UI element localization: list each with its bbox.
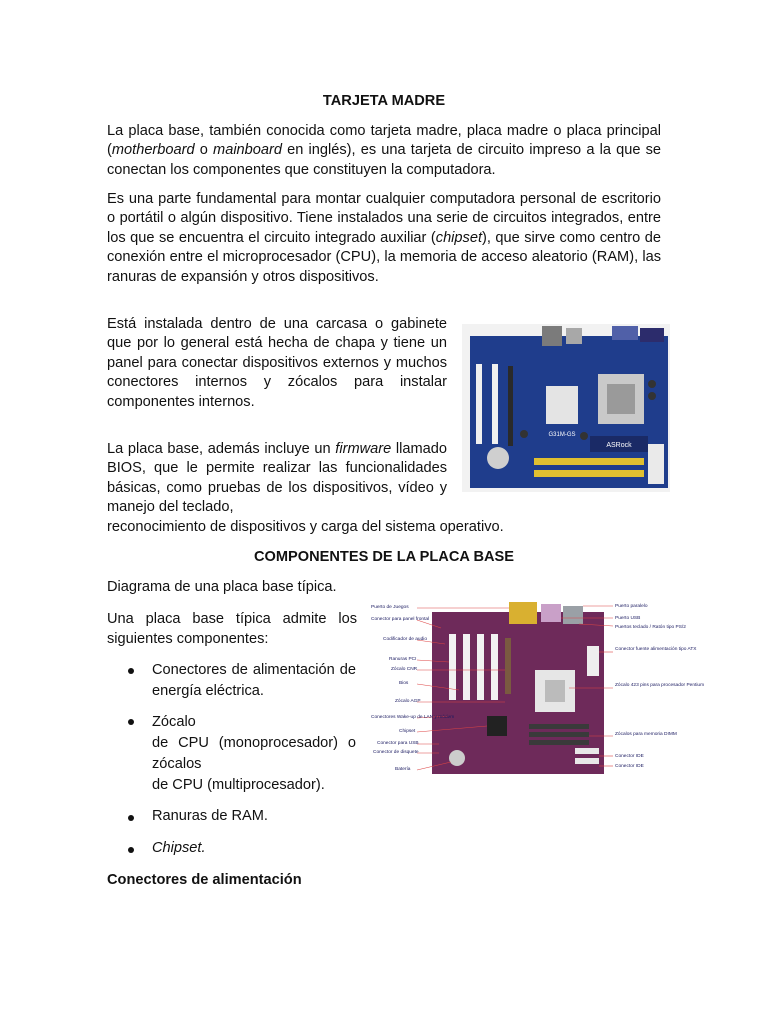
list-item-ram: Ranuras de RAM. (152, 808, 268, 824)
diagram-label: Puerto USB (615, 616, 641, 621)
motherboard-diagram (369, 598, 705, 776)
diagram-label: Puertos teclado / Ratón tipo PS/2 (615, 625, 686, 630)
paragraph-description: Es una parte fundamental para montar cualquier computadora personal de escritorio o portátil o algún dispositivo. Tiene instalados una serie de circuitos integrados, entre los que se encuentra el circuito integrado auxiliar (chipset), que sirve como centro de conexión entre el microprocesador (CPU), la memoria de acceso aleatorio (RAM), las ranuras de expansión y otros dispositivos. (107, 191, 662, 285)
paragraph-bios-end: reconocimiento de dispositivos y carga del sistema operativo. (107, 519, 504, 535)
paragraph-diagram: Diagrama de una placa base típica. (107, 579, 337, 595)
list-item-socket: Zócalo de CPU (monoprocesador) o zócalos de CPU (multiprocesador). (152, 714, 356, 793)
diagram-label: Zócalo 423 pins para procesador Pentium (615, 683, 705, 688)
board-model-label: G31M-GS (548, 432, 576, 438)
motherboard-photo (462, 324, 670, 492)
diagram-label: Codificador de audio (383, 637, 428, 642)
paragraph-installation: Está instalada dentro de una carcasa o gabinete que por lo general está hecha de chapa y tiene un panel para conectar dispositivos externos y muchos conectores internos y zócalos para instalar componentes internos. (107, 316, 447, 410)
paragraph-intro: La placa base, también conocida como tarjeta madre, placa madre o placa principal (motherboard o mainboard en inglés), es una tarjeta de circuito impreso a la que se conectan los componentes que constituyen la computadora. (107, 123, 661, 178)
diagram-label: Conector de disquete (373, 750, 419, 755)
bullet-marker (128, 847, 134, 853)
diagram-label: Ranuras PCI (389, 657, 417, 662)
diagram-label: Bios (399, 681, 409, 686)
diagram-label: Puerto paralelo (615, 604, 648, 609)
diagram-label: Zócalo CNR (391, 667, 418, 672)
board-brand-label: ASRock (606, 442, 632, 449)
list-item-power: Conectores de alimentación de energía eléctrica. (152, 662, 356, 699)
diagram-label: Conector fuente alimentación tipo ATX (615, 647, 697, 652)
diagram-label: Conector IDE (615, 764, 644, 769)
diagram-label: Conectores Wake-up de LAN y módem (371, 715, 455, 720)
diagram-label: Conector IDE (615, 754, 644, 759)
paragraph-bios: La placa base, además incluye un firmware llamado BIOS, que le permite realizar las funcionalidades básicas, como pruebas de los dispositivos, vídeo y manejo del teclado, (107, 441, 447, 516)
diagram-label: Zócalos para memoria DIMM (615, 732, 677, 737)
diagram-label: Conector para USB (377, 741, 419, 746)
diagram-label: Chipset (399, 729, 416, 734)
list-item-chipset: Chipset. (152, 840, 206, 856)
diagram-label: Batería (395, 767, 411, 772)
section-heading-components: COMPONENTES DE LA PLACA BASE (253, 549, 514, 565)
diagram-label: Puerto de Juegos (371, 605, 409, 610)
diagram-label: Conector para panel frontal (371, 617, 430, 622)
diagram-label: Zócalo AGP (395, 699, 421, 704)
section-heading-power-connectors: Conectores de alimentación (107, 872, 302, 888)
page-title: TARJETA MADRE (322, 93, 446, 109)
bullet-marker (128, 719, 134, 725)
bullet-marker (128, 815, 134, 821)
bullet-marker (128, 668, 134, 674)
paragraph-typical: Una placa base típica admite los siguientes componentes: (107, 611, 357, 647)
